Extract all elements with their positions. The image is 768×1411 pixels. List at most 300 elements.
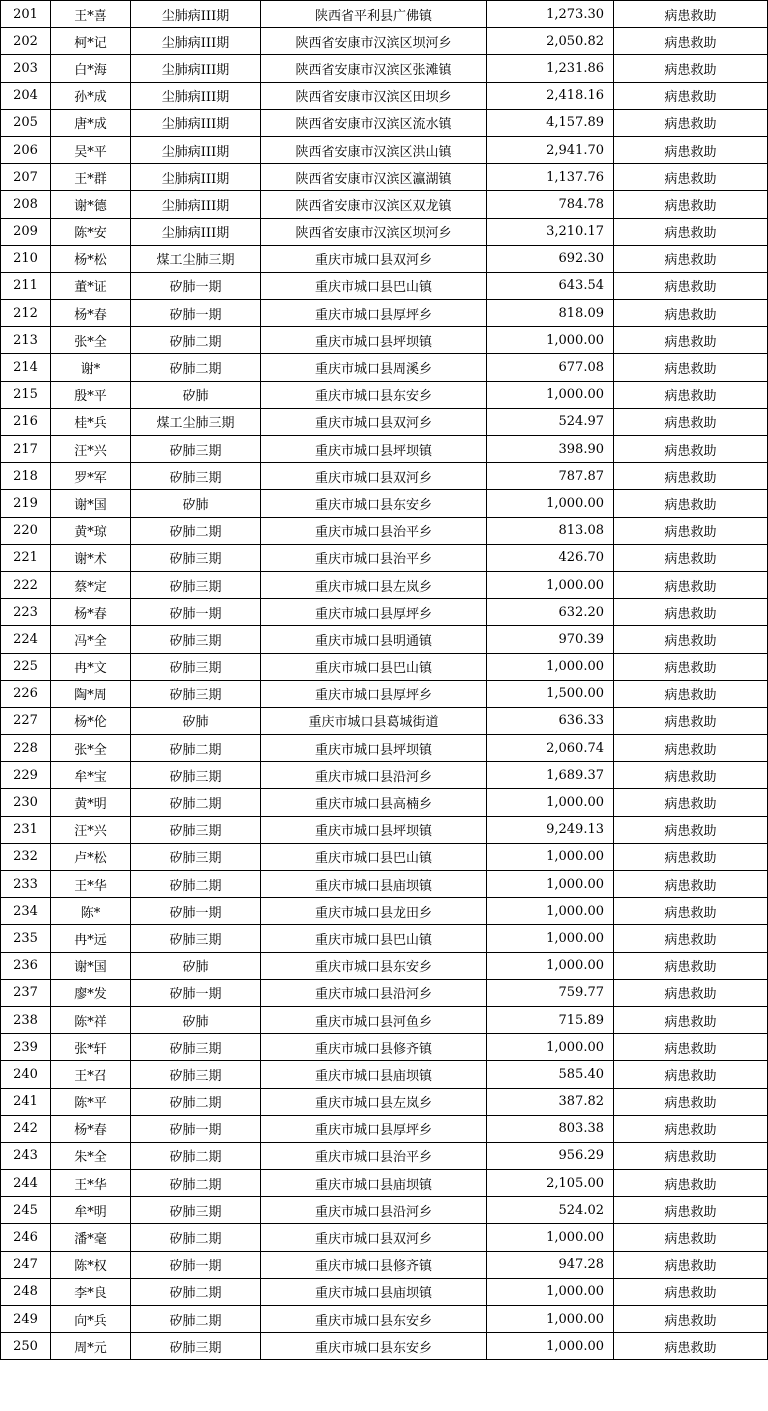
table-row [1,952,768,979]
diagnosis-cell: 矽肺三期 [131,463,261,490]
address-cell: 重庆市城口县龙田乡 [261,898,487,925]
aid-type-cell: 病患救助 [614,436,768,463]
table-row [1,109,768,136]
table-row [1,82,768,109]
table-row [1,1061,768,1088]
diagnosis-cell: 矽肺三期 [131,544,261,571]
diagnosis-cell: 矽肺 [131,952,261,979]
diagnosis-cell: 矽肺 [131,381,261,408]
row-number-cell: 219 [1,490,51,517]
diagnosis-cell: 尘肺病III期 [131,218,261,245]
aid-type-cell: 病患救助 [614,925,768,952]
table-row [1,653,768,680]
table-row [1,136,768,163]
row-number-cell: 236 [1,952,51,979]
aid-type-cell: 病患救助 [614,843,768,870]
recipient-name-cell: 桂*兵 [51,408,131,435]
amount-cell: 1,000.00 [487,381,614,408]
diagnosis-cell: 矽肺三期 [131,626,261,653]
row-number-cell: 202 [1,28,51,55]
diagnosis-cell: 矽肺三期 [131,762,261,789]
recipient-name-cell: 陈*平 [51,1088,131,1115]
amount-cell: 970.39 [487,626,614,653]
aid-type-cell: 病患救助 [614,1170,768,1197]
table-row [1,571,768,598]
row-number-cell: 223 [1,599,51,626]
table-row [1,408,768,435]
amount-cell: 632.20 [487,599,614,626]
address-cell: 重庆市城口县坪坝镇 [261,735,487,762]
table-row [1,1006,768,1033]
recipient-name-cell: 杨*松 [51,245,131,272]
row-number-cell: 244 [1,1170,51,1197]
row-number-cell: 231 [1,816,51,843]
diagnosis-cell: 矽肺二期 [131,1306,261,1333]
address-cell: 重庆市城口县修齐镇 [261,1034,487,1061]
recipient-name-cell: 卢*松 [51,843,131,870]
amount-cell: 1,000.00 [487,898,614,925]
aid-type-cell: 病患救助 [614,544,768,571]
table-row [1,272,768,299]
table-row [1,164,768,191]
diagnosis-cell: 矽肺三期 [131,571,261,598]
amount-cell: 2,050.82 [487,28,614,55]
recipient-name-cell: 朱*全 [51,1142,131,1169]
table-body [1,1,768,1360]
diagnosis-cell: 矽肺二期 [131,789,261,816]
amount-cell: 1,000.00 [487,1278,614,1305]
recipient-name-cell: 罗*军 [51,463,131,490]
recipient-name-cell: 陶*周 [51,680,131,707]
address-cell: 重庆市城口县坪坝镇 [261,436,487,463]
recipient-name-cell: 陈* [51,898,131,925]
diagnosis-cell: 矽肺三期 [131,1034,261,1061]
table-row [1,218,768,245]
row-number-cell: 242 [1,1115,51,1142]
amount-cell: 585.40 [487,1061,614,1088]
amount-cell: 1,000.00 [487,925,614,952]
address-cell: 陕西省安康市汉滨区洪山镇 [261,136,487,163]
aid-type-cell: 病患救助 [614,82,768,109]
table-row [1,925,768,952]
recipient-name-cell: 牟*宝 [51,762,131,789]
address-cell: 重庆市城口县左岚乡 [261,571,487,598]
aid-type-cell: 病患救助 [614,979,768,1006]
recipient-name-cell: 谢*国 [51,952,131,979]
diagnosis-cell: 矽肺三期 [131,1197,261,1224]
recipient-name-cell: 张*全 [51,327,131,354]
aid-type-cell: 病患救助 [614,245,768,272]
row-number-cell: 226 [1,680,51,707]
amount-cell: 1,000.00 [487,1306,614,1333]
aid-type-cell: 病患救助 [614,354,768,381]
row-number-cell: 250 [1,1333,51,1360]
address-cell: 重庆市城口县双河乡 [261,245,487,272]
diagnosis-cell: 矽肺二期 [131,354,261,381]
row-number-cell: 209 [1,218,51,245]
row-number-cell: 228 [1,735,51,762]
recipient-name-cell: 廖*发 [51,979,131,1006]
amount-cell: 1,000.00 [487,952,614,979]
address-cell: 陕西省安康市汉滨区坝河乡 [261,218,487,245]
diagnosis-cell: 矽肺 [131,490,261,517]
amount-cell: 818.09 [487,300,614,327]
aid-type-cell: 病患救助 [614,1142,768,1169]
table-row [1,1034,768,1061]
recipient-name-cell: 张*轩 [51,1034,131,1061]
recipient-name-cell: 王*召 [51,1061,131,1088]
row-number-cell: 248 [1,1278,51,1305]
row-number-cell: 224 [1,626,51,653]
recipient-name-cell: 谢*德 [51,191,131,218]
aid-type-cell: 病患救助 [614,871,768,898]
amount-cell: 524.97 [487,408,614,435]
aid-type-cell: 病患救助 [614,1251,768,1278]
table-row [1,599,768,626]
address-cell: 陕西省安康市汉滨区坝河乡 [261,28,487,55]
aid-type-cell: 病患救助 [614,300,768,327]
row-number-cell: 243 [1,1142,51,1169]
recipient-name-cell: 董*证 [51,272,131,299]
recipient-name-cell: 王*群 [51,164,131,191]
recipient-name-cell: 周*元 [51,1333,131,1360]
table-row [1,1142,768,1169]
diagnosis-cell: 矽肺一期 [131,300,261,327]
amount-cell: 2,060.74 [487,735,614,762]
table-row [1,871,768,898]
aid-type-cell: 病患救助 [614,1061,768,1088]
recipient-name-cell: 陈*安 [51,218,131,245]
diagnosis-cell: 尘肺病III期 [131,191,261,218]
row-number-cell: 246 [1,1224,51,1251]
row-number-cell: 221 [1,544,51,571]
table-row [1,680,768,707]
address-cell: 重庆市城口县巴山镇 [261,843,487,870]
address-cell: 重庆市城口县沿河乡 [261,762,487,789]
address-cell: 重庆市城口县沿河乡 [261,979,487,1006]
row-number-cell: 220 [1,517,51,544]
aid-type-cell: 病患救助 [614,517,768,544]
aid-type-cell: 病患救助 [614,789,768,816]
row-number-cell: 230 [1,789,51,816]
amount-cell: 2,418.16 [487,82,614,109]
recipient-name-cell: 白*海 [51,55,131,82]
amount-cell: 2,105.00 [487,1170,614,1197]
diagnosis-cell: 矽肺 [131,707,261,734]
row-number-cell: 215 [1,381,51,408]
diagnosis-cell: 矽肺三期 [131,843,261,870]
table-row [1,1333,768,1360]
address-cell: 重庆市城口县治平乡 [261,517,487,544]
table-row [1,1251,768,1278]
table-row [1,544,768,571]
recipient-name-cell: 陈*祥 [51,1006,131,1033]
address-cell: 重庆市城口县东安乡 [261,490,487,517]
diagnosis-cell: 矽肺二期 [131,735,261,762]
diagnosis-cell: 矽肺二期 [131,1224,261,1251]
recipient-name-cell: 谢*国 [51,490,131,517]
table-row [1,707,768,734]
recipient-name-cell: 汪*兴 [51,436,131,463]
aid-type-cell: 病患救助 [614,1,768,28]
diagnosis-cell: 矽肺三期 [131,816,261,843]
recipient-name-cell: 杨*春 [51,599,131,626]
aid-type-cell: 病患救助 [614,136,768,163]
diagnosis-cell: 矽肺一期 [131,599,261,626]
table-row [1,1115,768,1142]
row-number-cell: 212 [1,300,51,327]
row-number-cell: 201 [1,1,51,28]
row-number-cell: 249 [1,1306,51,1333]
recipient-name-cell: 王*华 [51,871,131,898]
address-cell: 重庆市城口县双河乡 [261,1224,487,1251]
row-number-cell: 225 [1,653,51,680]
row-number-cell: 235 [1,925,51,952]
amount-cell: 803.38 [487,1115,614,1142]
amount-cell: 1,000.00 [487,490,614,517]
diagnosis-cell: 矽肺一期 [131,898,261,925]
table-row [1,1170,768,1197]
diagnosis-cell: 矽肺二期 [131,871,261,898]
table-row [1,762,768,789]
address-cell: 重庆市城口县巴山镇 [261,272,487,299]
amount-cell: 524.02 [487,1197,614,1224]
address-cell: 重庆市城口县庙坝镇 [261,1061,487,1088]
address-cell: 重庆市城口县庙坝镇 [261,871,487,898]
row-number-cell: 207 [1,164,51,191]
amount-cell: 398.90 [487,436,614,463]
row-number-cell: 205 [1,109,51,136]
aid-type-cell: 病患救助 [614,1034,768,1061]
table-row [1,354,768,381]
diagnosis-cell: 煤工尘肺三期 [131,245,261,272]
table-row [1,816,768,843]
address-cell: 陕西省安康市汉滨区双龙镇 [261,191,487,218]
amount-cell: 1,000.00 [487,843,614,870]
diagnosis-cell: 矽肺三期 [131,680,261,707]
amount-cell: 1,000.00 [487,653,614,680]
table-row [1,979,768,1006]
recipient-name-cell: 殷*平 [51,381,131,408]
diagnosis-cell: 矽肺一期 [131,272,261,299]
amount-cell: 1,273.30 [487,1,614,28]
table-row [1,1278,768,1305]
aid-type-cell: 病患救助 [614,381,768,408]
table-row [1,191,768,218]
row-number-cell: 216 [1,408,51,435]
amount-cell: 1,689.37 [487,762,614,789]
amount-cell: 1,000.00 [487,571,614,598]
aid-type-cell: 病患救助 [614,408,768,435]
diagnosis-cell: 尘肺病III期 [131,55,261,82]
address-cell: 重庆市城口县双河乡 [261,463,487,490]
address-cell: 重庆市城口县河鱼乡 [261,1006,487,1033]
table-row [1,490,768,517]
aid-type-cell: 病患救助 [614,1197,768,1224]
address-cell: 重庆市城口县东安乡 [261,381,487,408]
diagnosis-cell: 矽肺三期 [131,1333,261,1360]
address-cell: 重庆市城口县左岚乡 [261,1088,487,1115]
address-cell: 重庆市城口县厚坪乡 [261,599,487,626]
aid-type-cell: 病患救助 [614,952,768,979]
amount-cell: 787.87 [487,463,614,490]
diagnosis-cell: 矽肺二期 [131,517,261,544]
address-cell: 重庆市城口县沿河乡 [261,1197,487,1224]
recipient-name-cell: 李*良 [51,1278,131,1305]
row-number-cell: 239 [1,1034,51,1061]
address-cell: 重庆市城口县葛城街道 [261,707,487,734]
aid-type-cell: 病患救助 [614,898,768,925]
diagnosis-cell: 尘肺病III期 [131,109,261,136]
amount-cell: 1,000.00 [487,1034,614,1061]
recipient-name-cell: 牟*明 [51,1197,131,1224]
amount-cell: 3,210.17 [487,218,614,245]
row-number-cell: 241 [1,1088,51,1115]
diagnosis-cell: 矽肺三期 [131,1061,261,1088]
amount-cell: 947.28 [487,1251,614,1278]
aid-type-cell: 病患救助 [614,490,768,517]
amount-cell: 813.08 [487,517,614,544]
diagnosis-cell: 矽肺一期 [131,979,261,1006]
address-cell: 重庆市城口县厚坪乡 [261,1115,487,1142]
address-cell: 重庆市城口县巴山镇 [261,653,487,680]
aid-type-cell: 病患救助 [614,272,768,299]
address-cell: 重庆市城口县庙坝镇 [261,1170,487,1197]
aid-type-cell: 病患救助 [614,55,768,82]
address-cell: 陕西省安康市汉滨区张滩镇 [261,55,487,82]
table-row [1,300,768,327]
diagnosis-cell: 尘肺病III期 [131,164,261,191]
diagnosis-cell: 矽肺二期 [131,327,261,354]
diagnosis-cell: 矽肺一期 [131,1251,261,1278]
amount-cell: 1,231.86 [487,55,614,82]
recipient-name-cell: 向*兵 [51,1306,131,1333]
address-cell: 重庆市城口县巴山镇 [261,925,487,952]
recipient-name-cell: 黄*琼 [51,517,131,544]
address-cell: 陕西省安康市汉滨区瀛湖镇 [261,164,487,191]
row-number-cell: 213 [1,327,51,354]
recipient-name-cell: 潘*毫 [51,1224,131,1251]
amount-cell: 643.54 [487,272,614,299]
row-number-cell: 211 [1,272,51,299]
address-cell: 重庆市城口县高楠乡 [261,789,487,816]
aid-type-cell: 病患救助 [614,599,768,626]
aid-type-cell: 病患救助 [614,1224,768,1251]
recipient-name-cell: 吴*平 [51,136,131,163]
address-cell: 重庆市城口县厚坪乡 [261,300,487,327]
diagnosis-cell: 矽肺 [131,1006,261,1033]
row-number-cell: 247 [1,1251,51,1278]
diagnosis-cell: 尘肺病III期 [131,136,261,163]
recipient-name-cell: 冉*远 [51,925,131,952]
address-cell: 重庆市城口县东安乡 [261,1333,487,1360]
table-row [1,789,768,816]
aid-type-cell: 病患救助 [614,653,768,680]
diagnosis-cell: 矽肺二期 [131,1170,261,1197]
table-row [1,898,768,925]
address-cell: 重庆市城口县坪坝镇 [261,816,487,843]
table-row [1,1306,768,1333]
address-cell: 重庆市城口县治平乡 [261,1142,487,1169]
recipient-name-cell: 冯*全 [51,626,131,653]
recipient-name-cell: 汪*兴 [51,816,131,843]
amount-cell: 715.89 [487,1006,614,1033]
recipient-name-cell: 陈*权 [51,1251,131,1278]
amount-cell: 9,249.13 [487,816,614,843]
aid-type-cell: 病患救助 [614,571,768,598]
amount-cell: 784.78 [487,191,614,218]
table-row [1,1224,768,1251]
amount-cell: 677.08 [487,354,614,381]
address-cell: 陕西省安康市汉滨区流水镇 [261,109,487,136]
recipient-name-cell: 谢* [51,354,131,381]
row-number-cell: 210 [1,245,51,272]
address-cell: 重庆市城口县明通镇 [261,626,487,653]
address-cell: 重庆市城口县双河乡 [261,408,487,435]
recipient-name-cell: 王*华 [51,1170,131,1197]
table-row [1,843,768,870]
aid-type-cell: 病患救助 [614,762,768,789]
row-number-cell: 217 [1,436,51,463]
diagnosis-cell: 矽肺三期 [131,653,261,680]
diagnosis-cell: 矽肺二期 [131,1278,261,1305]
amount-cell: 1,000.00 [487,871,614,898]
table-row [1,463,768,490]
aid-type-cell: 病患救助 [614,28,768,55]
row-number-cell: 245 [1,1197,51,1224]
table-row [1,1197,768,1224]
table-row [1,626,768,653]
aid-type-cell: 病患救助 [614,1006,768,1033]
address-cell: 重庆市城口县东安乡 [261,952,487,979]
address-cell: 重庆市城口县坪坝镇 [261,327,487,354]
aid-type-cell: 病患救助 [614,1278,768,1305]
row-number-cell: 237 [1,979,51,1006]
row-number-cell: 229 [1,762,51,789]
aid-type-cell: 病患救助 [614,680,768,707]
table-row [1,381,768,408]
amount-cell: 426.70 [487,544,614,571]
amount-cell: 4,157.89 [487,109,614,136]
aid-type-cell: 病患救助 [614,1088,768,1115]
amount-cell: 1,000.00 [487,789,614,816]
table-row [1,55,768,82]
diagnosis-cell: 煤工尘肺三期 [131,408,261,435]
table-row [1,1,768,28]
recipient-name-cell: 王*喜 [51,1,131,28]
aid-type-cell: 病患救助 [614,1115,768,1142]
amount-cell: 956.29 [487,1142,614,1169]
row-number-cell: 203 [1,55,51,82]
table-row [1,735,768,762]
aid-type-cell: 病患救助 [614,164,768,191]
recipient-name-cell: 杨*伦 [51,707,131,734]
aid-type-cell: 病患救助 [614,707,768,734]
row-number-cell: 227 [1,707,51,734]
amount-cell: 1,137.76 [487,164,614,191]
row-number-cell: 240 [1,1061,51,1088]
diagnosis-cell: 矽肺二期 [131,1142,261,1169]
address-cell: 重庆市城口县庙坝镇 [261,1278,487,1305]
recipient-name-cell: 唐*成 [51,109,131,136]
aid-type-cell: 病患救助 [614,463,768,490]
address-cell: 重庆市城口县厚坪乡 [261,680,487,707]
row-number-cell: 206 [1,136,51,163]
diagnosis-cell: 尘肺病III期 [131,1,261,28]
aid-type-cell: 病患救助 [614,1306,768,1333]
table-row [1,1088,768,1115]
amount-cell: 692.30 [487,245,614,272]
